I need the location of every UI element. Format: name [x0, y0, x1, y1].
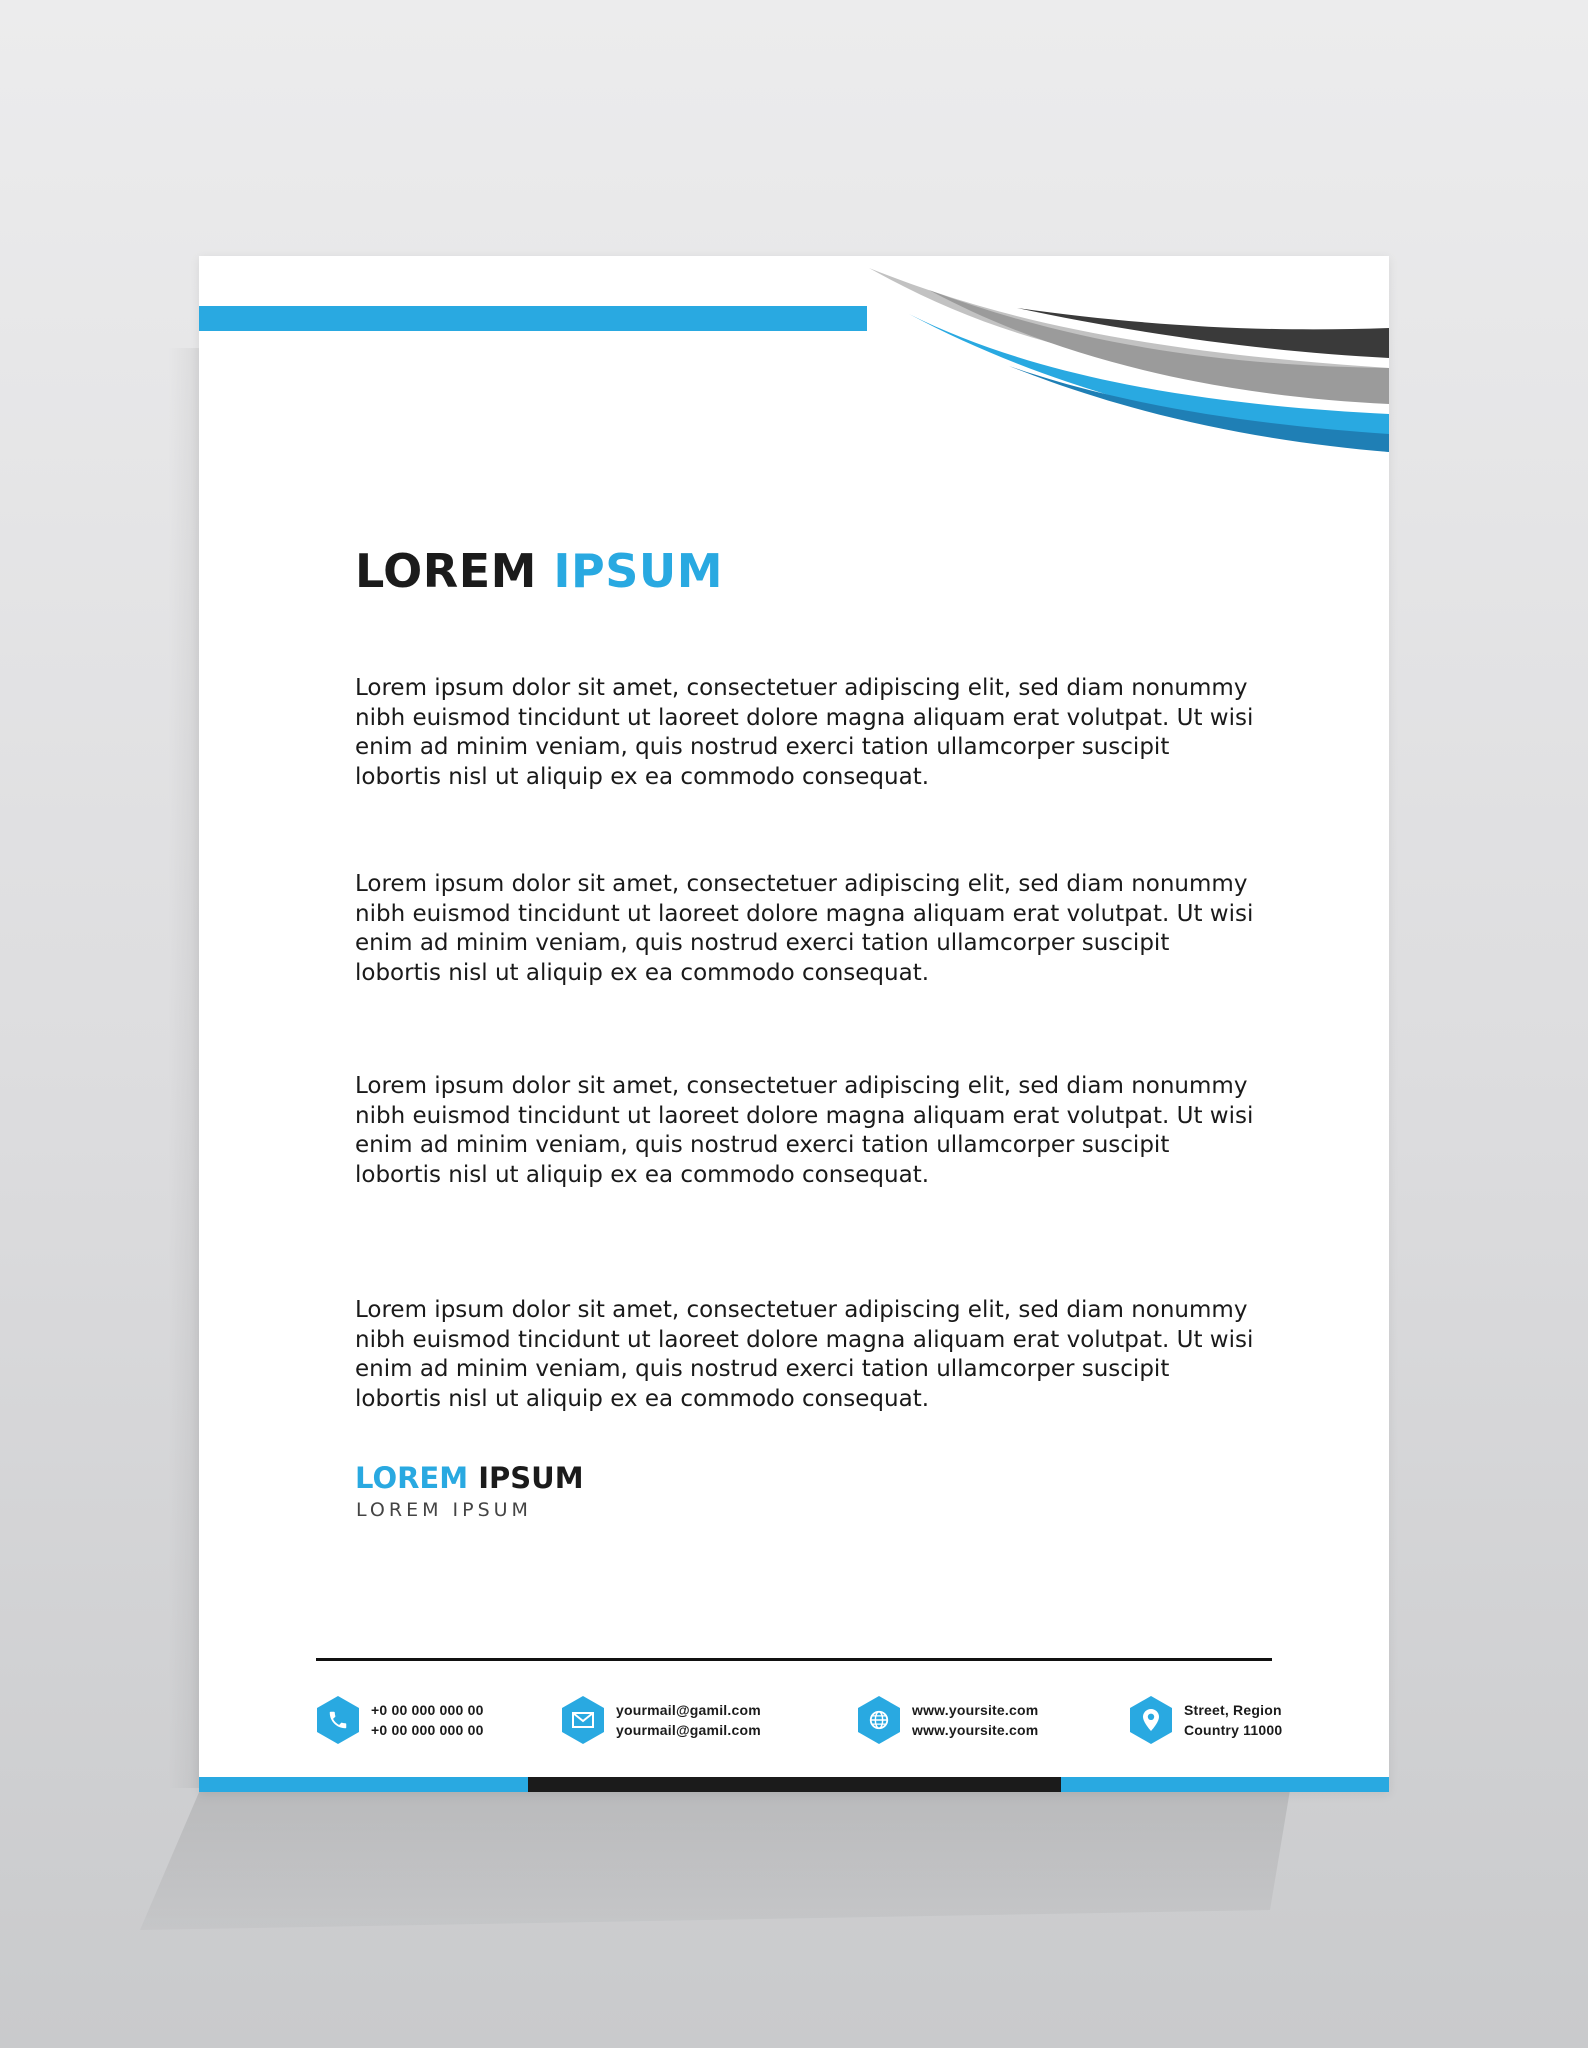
email-line-1: yourmail@gamil.com [616, 1702, 761, 1718]
footer-divider [316, 1658, 1272, 1661]
body-paragraph-3: Lorem ipsum dolor sit amet, consectetuer adipiscing elit, sed diam nonummy nibh euismod tincidunt ut laoreet dolore magna aliquam erat volutpat. Ut wisi enim ad minim veniam, quis nostrud exerci tation ullamcorper suscipit lobortis nisl ut aliquip ex ea commodo consequat. [355, 1073, 1254, 1188]
envelope-icon [562, 1696, 604, 1744]
body-paragraph-1: Lorem ipsum dolor sit amet, consectetuer adipiscing elit, sed diam nonummy nibh euismod tincidunt ut laoreet dolore magna aliquam erat volutpat. Ut wisi enim ad minim veniam, quis nostrud exerci tation ullamcorper suscipit lobortis nisl ut aliquip ex ea commodo consequat. [355, 675, 1254, 790]
page-floor-shadow [140, 1790, 1290, 1990]
header-swoosh-graphic [869, 256, 1389, 456]
body-paragraph-2: Lorem ipsum dolor sit amet, consectetuer adipiscing elit, sed diam nonummy nibh euismod tincidunt ut laoreet dolore magna aliquam erat volutpat. Ut wisi enim ad minim veniam, quis nostrud exerci tation ullamcorper suscipit lobortis nisl ut aliquip ex ea commodo consequat. [355, 871, 1254, 986]
contact-website [858, 1694, 1038, 1746]
page-title [355, 544, 723, 598]
footer-bar-left [199, 1777, 528, 1792]
email-lines [616, 1700, 761, 1740]
footer-bar-right [1061, 1777, 1389, 1792]
phone-line-2: +0 00 000 000 00 [371, 1722, 484, 1738]
title-part-2: IPSUM [553, 544, 724, 598]
contact-address [1130, 1694, 1282, 1746]
website-line-1: www.yoursite.com [912, 1702, 1039, 1718]
signature-part-1: LOREM [355, 1461, 469, 1495]
phone-lines [371, 1700, 484, 1740]
contact-phone [317, 1694, 484, 1746]
globe-icon [858, 1696, 900, 1744]
signature-name [355, 1461, 584, 1495]
header-accent-bar [199, 306, 867, 331]
page-side-shadow [168, 348, 200, 1788]
location-pin-icon [1130, 1696, 1172, 1744]
letterhead-page [199, 256, 1389, 1792]
title-part-1: LOREM [355, 544, 537, 598]
signature-subtitle: LOREM IPSUM [356, 1499, 532, 1521]
website-line-2: www.yoursite.com [912, 1722, 1039, 1738]
signature-part-2: IPSUM [478, 1461, 584, 1495]
address-line-2: Country 11000 [1184, 1722, 1283, 1738]
address-lines [1184, 1700, 1282, 1740]
footer-bar-center [528, 1777, 1061, 1792]
phone-icon [317, 1696, 359, 1744]
address-line-1: Street, Region [1184, 1702, 1282, 1718]
website-lines [912, 1700, 1038, 1740]
body-paragraph-4: Lorem ipsum dolor sit amet, consectetuer adipiscing elit, sed diam nonummy nibh euismod tincidunt ut laoreet dolore magna aliquam erat volutpat. Ut wisi enim ad minim veniam, quis nostrud exerci tation ullamcorper suscipit lobortis nisl ut aliquip ex ea commodo consequat. [355, 1297, 1254, 1412]
contact-email [562, 1694, 761, 1746]
email-line-2: yourmail@gamil.com [616, 1722, 761, 1738]
phone-line-1: +0 00 000 000 00 [371, 1702, 484, 1718]
